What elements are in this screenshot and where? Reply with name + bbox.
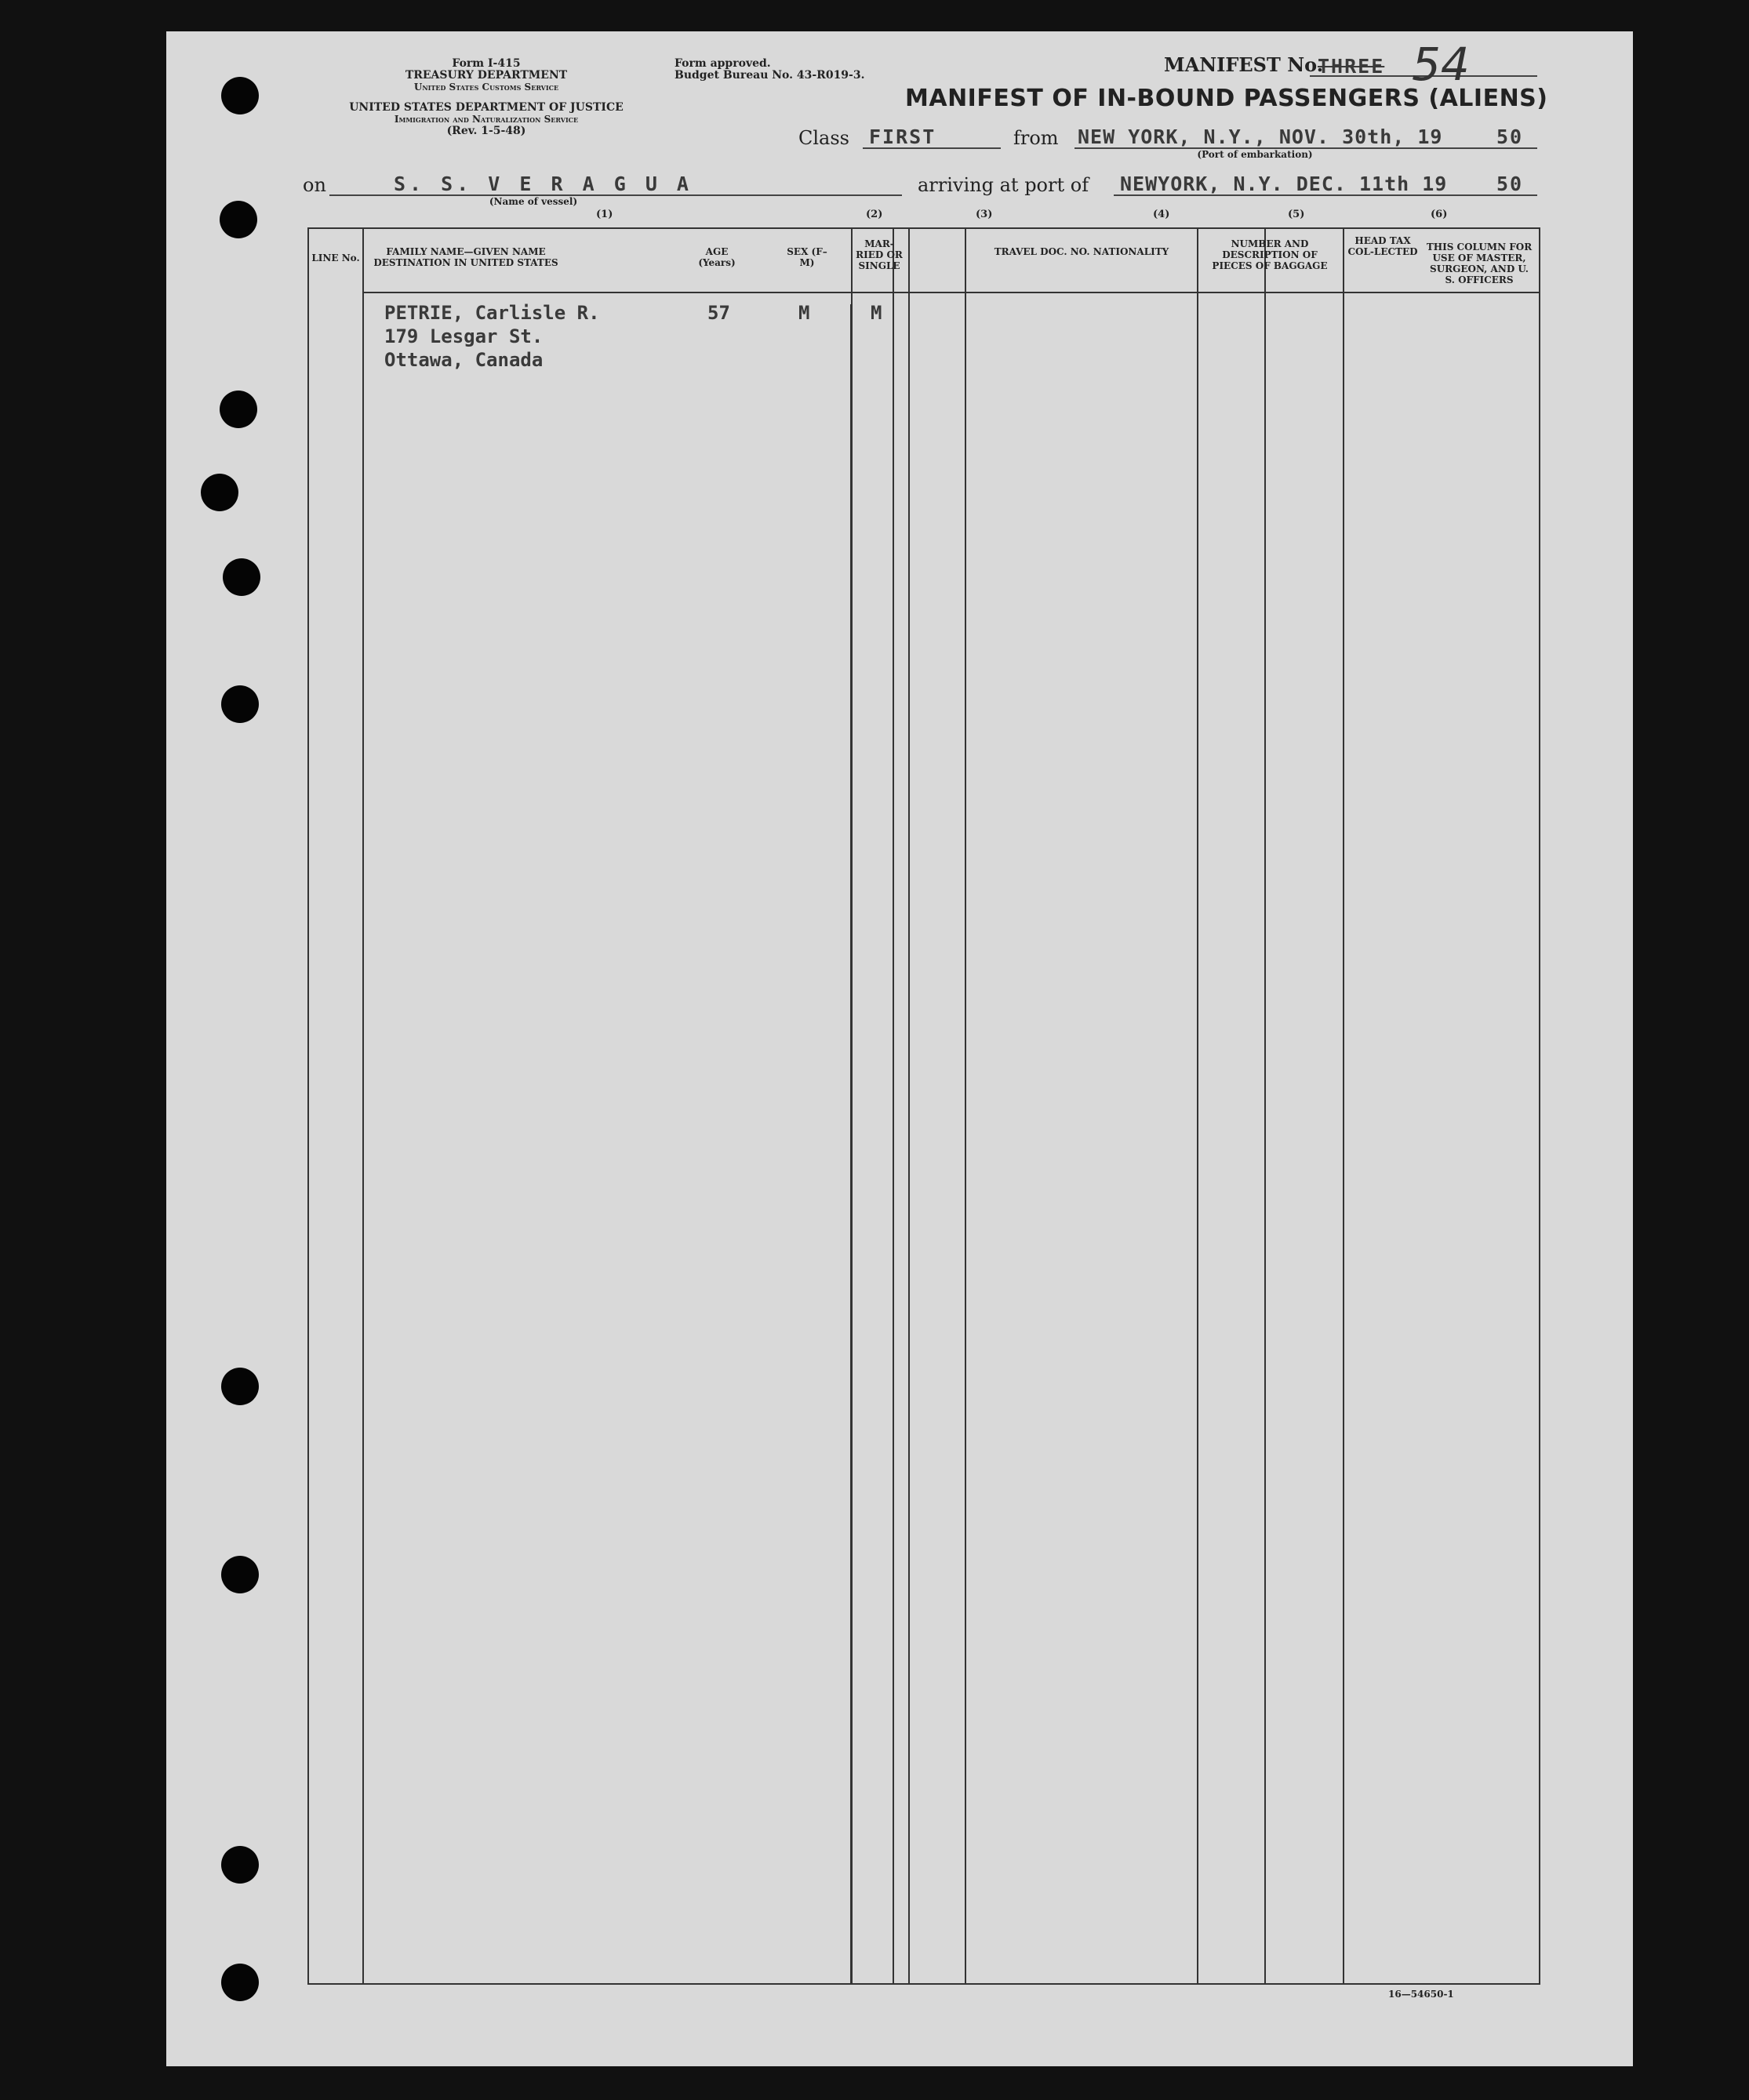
col-tax-header: HEAD TAX COL-LECTED xyxy=(1347,235,1418,257)
punch-hole xyxy=(221,1846,259,1884)
punch-hole xyxy=(221,77,259,114)
passenger-table xyxy=(307,227,1540,1985)
punch-hole xyxy=(221,685,259,723)
class-label: Class xyxy=(798,127,849,149)
passenger-1-sex: M xyxy=(798,302,810,324)
passenger-1-name: PETRIE, Carlisle R. xyxy=(384,302,600,324)
column-number: (6) xyxy=(1431,209,1448,220)
column-number: (4) xyxy=(1153,209,1170,220)
manifest-number-handwritten: 54 xyxy=(1412,38,1470,91)
col-sex-header: SEX (F–M) xyxy=(787,246,827,268)
punch-hole xyxy=(221,1964,259,2001)
column-number: (2) xyxy=(866,209,883,220)
passenger-1-street: 179 Lesgar St. xyxy=(384,325,544,347)
arriving-label: arriving at port of xyxy=(918,174,1089,196)
column-number: (3) xyxy=(976,209,993,220)
column-number: (5) xyxy=(1288,209,1305,220)
budget-bureau: Budget Bureau No. 43-R019-3. xyxy=(675,69,865,82)
col-officers-header: THIS COLUMN FOR USE OF MASTER, SURGEON, AND U. S. OFFICERS xyxy=(1426,242,1533,285)
class-value: FIRST xyxy=(869,125,936,148)
customs-service: United States Customs Service xyxy=(413,82,559,93)
passenger-1-city: Ottawa, Canada xyxy=(384,349,544,371)
punch-hole xyxy=(220,391,257,428)
punch-hole xyxy=(221,1556,259,1593)
form-code: 16—54650-1 xyxy=(1388,1989,1454,2000)
from-value: NEW YORK, N.Y., NOV. 30th, 19 xyxy=(1078,125,1443,148)
punch-hole xyxy=(221,1368,259,1405)
on-label: on xyxy=(303,174,326,196)
from-year: 50 xyxy=(1496,125,1524,148)
punch-hole xyxy=(220,201,257,238)
arriving-year: 50 xyxy=(1496,173,1524,195)
col-age-header: AGE (Years) xyxy=(698,246,736,268)
col-name-header: FAMILY NAME—GIVEN NAME DESTINATION IN UNITED STATES xyxy=(373,246,558,268)
col-line-header: LINE No. xyxy=(311,253,360,263)
justice-department: UNITED STATES DEPARTMENT OF JUSTICE xyxy=(349,101,624,114)
vessel-name: S. S. V E R A G U A xyxy=(394,173,693,195)
vessel-caption: (Name of vessel) xyxy=(489,196,578,207)
manifest-number-typed: THREE xyxy=(1318,55,1385,78)
passenger-1-age: 57 xyxy=(707,302,730,324)
passenger-1-married: M xyxy=(871,302,882,324)
col-married-header: MAR-RIED OR SINGLE xyxy=(856,238,903,271)
punch-hole xyxy=(201,474,238,511)
manifest-number-label: MANIFEST No. xyxy=(1164,53,1324,76)
arriving-value: NEWYORK, N.Y. DEC. 11th 19 xyxy=(1120,173,1448,195)
punch-hole xyxy=(223,558,260,596)
ins-service: Immigration and Naturalization Service xyxy=(394,114,579,125)
port-caption: (Port of embarkation) xyxy=(1197,149,1313,160)
treasury-department: TREASURY DEPARTMENT xyxy=(405,69,568,82)
manifest-title: MANIFEST OF IN-BOUND PASSENGERS (ALIENS) xyxy=(905,85,1548,112)
form-number: Form I-415 xyxy=(452,57,521,70)
from-label: from xyxy=(1013,127,1059,149)
col-travel-header: TRAVEL DOC. NO. NATIONALITY xyxy=(994,246,1169,257)
revision-date: (Rev. 1-5-48) xyxy=(446,125,526,137)
form-approved: Form approved. xyxy=(675,57,771,70)
col-baggage-header: NUMBER AND DESCRIPTION OF PIECES OF BAGGAGE xyxy=(1212,238,1328,271)
column-number: (1) xyxy=(596,209,613,220)
